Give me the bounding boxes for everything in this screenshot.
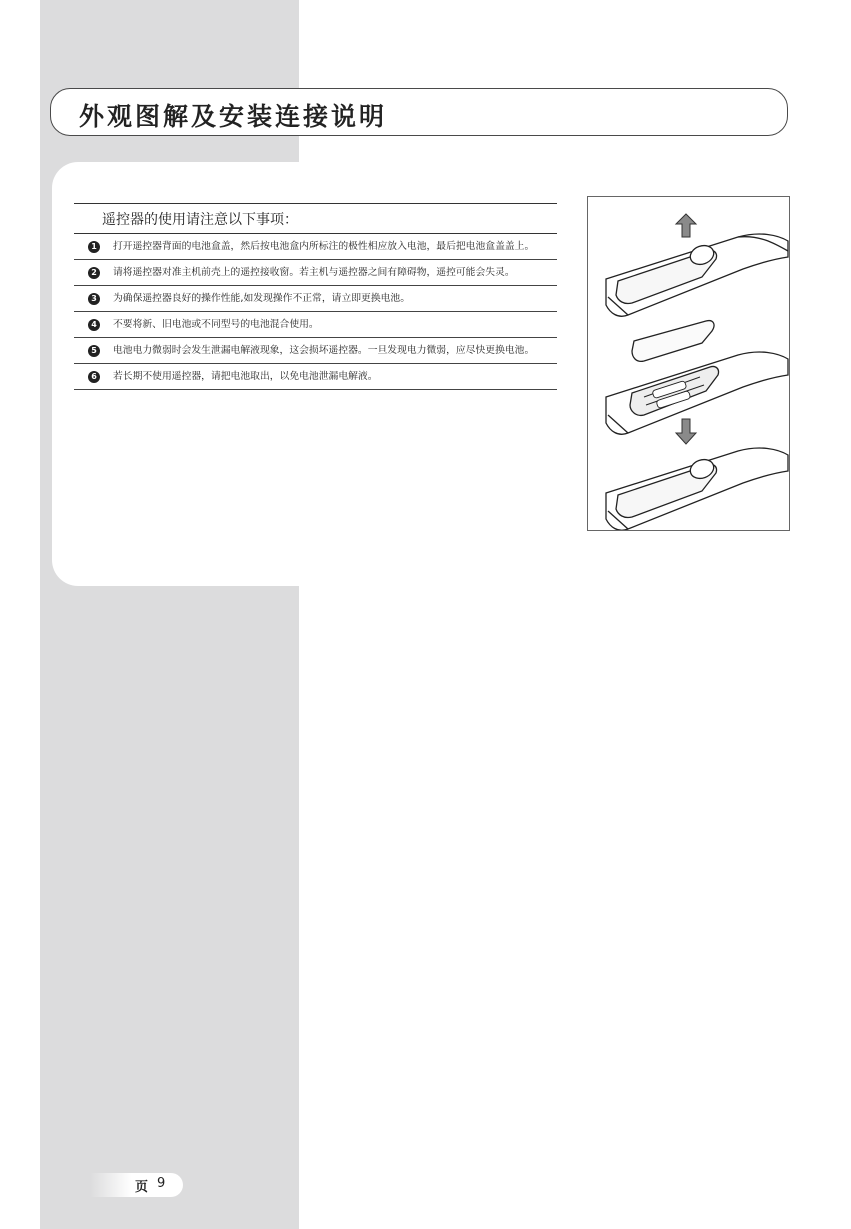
note-number-badge: 2 xyxy=(88,267,100,279)
note-number-badge: 4 xyxy=(88,319,100,331)
note-text: 为确保遥控器良好的操作性能,如发现操作不正常，请立即更换电池。 xyxy=(113,293,411,304)
note-number-badge: 3 xyxy=(88,293,100,305)
note-item xyxy=(74,338,557,364)
section-title-bar xyxy=(50,88,788,136)
remote-notes-section xyxy=(74,203,557,390)
note-item xyxy=(74,234,557,260)
note-text: 电池电力微弱时会发生泄漏电解液现象，这会损坏遥控器。一旦发现电力微弱，应尽快更换电池。 xyxy=(113,345,535,356)
section-title: 外观图解及安装连接说明 xyxy=(79,102,388,131)
note-text: 打开遥控器背面的电池盒盖，然后按电池盒内所标注的极性相应放入电池，最后把电池盒盖盖上。 xyxy=(113,241,535,252)
note-item xyxy=(74,364,557,390)
note-text: 请将遥控器对准主机前壳上的遥控接收窗。若主机与遥控器之间有障碍物，遥控可能会失灵。 xyxy=(113,267,515,278)
note-text: 若长期不使用遥控器，请把电池取出，以免电池泄漏电解液。 xyxy=(113,371,378,382)
note-number-badge: 5 xyxy=(88,345,100,357)
remote-open-cover-figure xyxy=(606,234,788,316)
battery-install-illustration xyxy=(587,196,790,531)
note-item xyxy=(74,260,557,286)
page-number-tab xyxy=(90,1173,183,1197)
note-item xyxy=(74,312,557,338)
remote-close-cover-figure xyxy=(606,448,788,530)
remote-battery-compartment-figure xyxy=(606,321,788,435)
arrow-up-icon xyxy=(676,214,696,237)
note-number-badge: 1 xyxy=(88,241,100,253)
arrow-down-icon xyxy=(676,419,696,444)
page-number: 9 xyxy=(157,1176,166,1191)
remote-battery-diagram xyxy=(588,197,789,530)
note-number-badge: 6 xyxy=(88,371,100,383)
note-item xyxy=(74,286,557,312)
note-text: 不要将新、旧电池或不同型号的电池混合使用。 xyxy=(113,319,319,330)
page-label: 页 xyxy=(135,1180,149,1195)
notes-heading: 遥控器的使用请注意以下事项： xyxy=(74,203,557,234)
